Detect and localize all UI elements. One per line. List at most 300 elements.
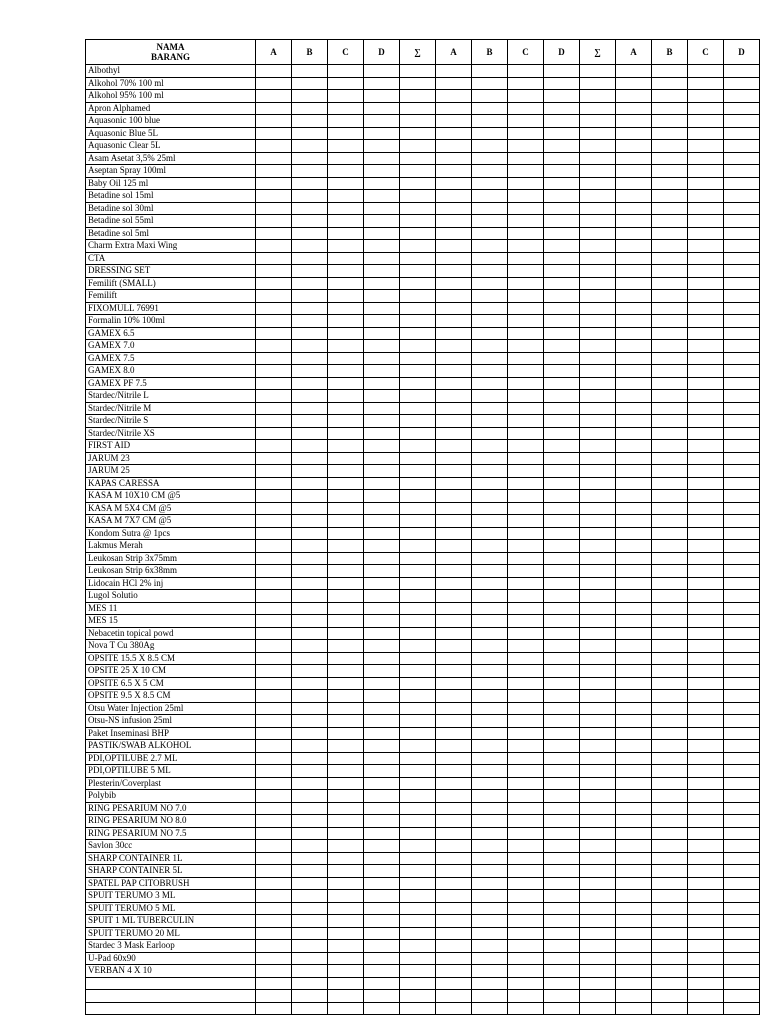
quantity-cell	[652, 715, 688, 728]
quantity-cell	[328, 552, 364, 565]
quantity-cell	[652, 527, 688, 540]
quantity-cell	[436, 152, 472, 165]
quantity-cell	[472, 565, 508, 578]
quantity-cell	[580, 465, 616, 478]
quantity-cell	[544, 827, 580, 840]
quantity-cell	[256, 877, 292, 890]
item-name-cell: Femilift (SMALL)	[86, 277, 256, 290]
quantity-cell	[436, 640, 472, 653]
quantity-cell	[652, 552, 688, 565]
quantity-cell	[292, 677, 328, 690]
quantity-cell	[580, 752, 616, 765]
quantity-cell	[256, 677, 292, 690]
quantity-cell	[472, 77, 508, 90]
quantity-cell	[436, 940, 472, 953]
quantity-cell	[544, 252, 580, 265]
quantity-cell	[292, 240, 328, 253]
quantity-cell	[472, 90, 508, 103]
quantity-cell	[688, 552, 724, 565]
quantity-cell	[724, 702, 760, 715]
quantity-cell	[724, 152, 760, 165]
quantity-cell	[508, 365, 544, 378]
quantity-cell	[436, 140, 472, 153]
quantity-cell	[508, 877, 544, 890]
quantity-cell	[400, 615, 436, 628]
quantity-cell	[616, 440, 652, 453]
quantity-cell	[688, 152, 724, 165]
quantity-cell	[364, 527, 400, 540]
table-row	[86, 77, 760, 90]
inventory-table	[85, 39, 760, 1015]
quantity-cell	[364, 540, 400, 553]
quantity-cell	[724, 252, 760, 265]
table-row	[86, 765, 760, 778]
quantity-cell	[256, 402, 292, 415]
quantity-cell	[616, 977, 652, 990]
quantity-cell	[328, 790, 364, 803]
quantity-cell	[616, 677, 652, 690]
quantity-cell	[292, 502, 328, 515]
quantity-cell	[580, 402, 616, 415]
table-row	[86, 565, 760, 578]
quantity-cell	[508, 315, 544, 328]
table-row	[86, 977, 760, 990]
quantity-cell	[724, 865, 760, 878]
quantity-cell	[292, 790, 328, 803]
item-name-cell: RING PESARIUM NO 7.0	[86, 802, 256, 815]
quantity-cell	[472, 740, 508, 753]
quantity-cell	[616, 565, 652, 578]
quantity-cell	[328, 427, 364, 440]
item-name-cell: Betadine sol 5ml	[86, 227, 256, 240]
quantity-cell	[724, 415, 760, 428]
quantity-cell	[544, 665, 580, 678]
quantity-cell	[544, 902, 580, 915]
quantity-cell	[256, 390, 292, 403]
quantity-cell	[688, 690, 724, 703]
quantity-cell	[256, 315, 292, 328]
item-name-cell: GAMEX PF 7.5	[86, 377, 256, 390]
quantity-cell	[292, 715, 328, 728]
quantity-cell	[292, 490, 328, 503]
quantity-cell	[544, 990, 580, 1003]
item-name-cell: MES 11	[86, 602, 256, 615]
column-header: C	[688, 40, 724, 65]
quantity-cell	[364, 677, 400, 690]
header-name-line2: BARANG	[150, 52, 190, 62]
quantity-cell	[544, 277, 580, 290]
quantity-cell	[328, 702, 364, 715]
quantity-cell	[364, 977, 400, 990]
quantity-cell	[652, 302, 688, 315]
quantity-cell	[364, 302, 400, 315]
quantity-cell	[724, 740, 760, 753]
quantity-cell	[256, 802, 292, 815]
quantity-cell	[616, 177, 652, 190]
table-row	[86, 327, 760, 340]
quantity-cell	[544, 302, 580, 315]
quantity-cell	[328, 1002, 364, 1015]
quantity-cell	[256, 777, 292, 790]
quantity-cell	[364, 465, 400, 478]
quantity-cell	[292, 277, 328, 290]
quantity-cell	[256, 540, 292, 553]
quantity-cell	[292, 352, 328, 365]
quantity-cell	[400, 140, 436, 153]
quantity-cell	[292, 302, 328, 315]
quantity-cell	[544, 940, 580, 953]
quantity-cell	[688, 702, 724, 715]
quantity-cell	[436, 415, 472, 428]
quantity-cell	[256, 477, 292, 490]
table-row	[86, 940, 760, 953]
quantity-cell	[400, 865, 436, 878]
quantity-cell	[400, 152, 436, 165]
quantity-cell	[544, 1002, 580, 1015]
quantity-cell	[688, 865, 724, 878]
quantity-cell	[724, 502, 760, 515]
quantity-cell	[724, 490, 760, 503]
quantity-cell	[436, 790, 472, 803]
quantity-cell	[364, 152, 400, 165]
quantity-cell	[472, 427, 508, 440]
quantity-cell	[724, 977, 760, 990]
table-row	[86, 640, 760, 653]
table-row	[86, 102, 760, 115]
quantity-cell	[544, 640, 580, 653]
quantity-cell	[544, 90, 580, 103]
quantity-cell	[400, 640, 436, 653]
quantity-cell	[328, 577, 364, 590]
quantity-cell	[580, 915, 616, 928]
item-name-cell: Formalin 10% 100ml	[86, 315, 256, 328]
quantity-cell	[400, 490, 436, 503]
quantity-cell	[508, 427, 544, 440]
quantity-cell	[256, 215, 292, 228]
quantity-cell	[724, 427, 760, 440]
quantity-cell	[436, 402, 472, 415]
quantity-cell	[724, 277, 760, 290]
quantity-cell	[400, 477, 436, 490]
quantity-cell	[256, 727, 292, 740]
quantity-cell	[328, 190, 364, 203]
quantity-cell	[400, 727, 436, 740]
quantity-cell	[472, 940, 508, 953]
quantity-cell	[400, 302, 436, 315]
quantity-cell	[436, 240, 472, 253]
quantity-cell	[256, 965, 292, 978]
quantity-cell	[400, 677, 436, 690]
quantity-cell	[616, 502, 652, 515]
table-row	[86, 540, 760, 553]
quantity-cell	[292, 890, 328, 903]
quantity-cell	[364, 815, 400, 828]
quantity-cell	[688, 765, 724, 778]
quantity-cell	[328, 740, 364, 753]
quantity-cell	[616, 802, 652, 815]
quantity-cell	[292, 390, 328, 403]
quantity-cell	[328, 690, 364, 703]
quantity-cell	[508, 852, 544, 865]
quantity-cell	[688, 852, 724, 865]
quantity-cell	[256, 752, 292, 765]
quantity-cell	[724, 590, 760, 603]
quantity-cell	[508, 227, 544, 240]
quantity-cell	[400, 877, 436, 890]
quantity-cell	[472, 252, 508, 265]
item-name-cell: Paket Inseminasi BHP	[86, 727, 256, 740]
quantity-cell	[544, 502, 580, 515]
quantity-cell	[472, 540, 508, 553]
quantity-cell	[580, 165, 616, 178]
column-header: C	[328, 40, 364, 65]
quantity-cell	[364, 802, 400, 815]
quantity-cell	[328, 90, 364, 103]
quantity-cell	[652, 165, 688, 178]
quantity-cell	[544, 740, 580, 753]
quantity-cell	[328, 452, 364, 465]
quantity-cell	[400, 402, 436, 415]
quantity-cell	[616, 877, 652, 890]
quantity-cell	[472, 915, 508, 928]
quantity-cell	[688, 1002, 724, 1015]
quantity-cell	[688, 877, 724, 890]
quantity-cell	[724, 815, 760, 828]
item-name-cell: OPSITE 25 X 10 CM	[86, 665, 256, 678]
table-row	[86, 590, 760, 603]
quantity-cell	[616, 65, 652, 78]
quantity-cell	[256, 565, 292, 578]
column-header: A	[436, 40, 472, 65]
item-name-cell: Aquasonic 100 blue	[86, 115, 256, 128]
quantity-cell	[364, 690, 400, 703]
quantity-cell	[688, 677, 724, 690]
quantity-cell	[688, 815, 724, 828]
quantity-cell	[688, 452, 724, 465]
quantity-cell	[328, 990, 364, 1003]
quantity-cell	[616, 265, 652, 278]
quantity-cell	[616, 340, 652, 353]
quantity-cell	[688, 102, 724, 115]
quantity-cell	[688, 902, 724, 915]
quantity-cell	[400, 277, 436, 290]
quantity-cell	[580, 802, 616, 815]
quantity-cell	[436, 190, 472, 203]
quantity-cell	[724, 515, 760, 528]
quantity-cell	[580, 340, 616, 353]
quantity-cell	[688, 777, 724, 790]
item-name-cell: KASA M 7X7 CM @5	[86, 515, 256, 528]
quantity-cell	[328, 827, 364, 840]
quantity-cell	[688, 140, 724, 153]
quantity-cell	[436, 702, 472, 715]
quantity-cell	[472, 365, 508, 378]
quantity-cell	[328, 665, 364, 678]
quantity-cell	[580, 515, 616, 528]
quantity-cell	[616, 927, 652, 940]
quantity-cell	[328, 165, 364, 178]
quantity-cell	[580, 452, 616, 465]
quantity-cell	[364, 277, 400, 290]
quantity-cell	[724, 677, 760, 690]
quantity-cell	[436, 502, 472, 515]
quantity-cell	[328, 765, 364, 778]
quantity-cell	[436, 990, 472, 1003]
quantity-cell	[616, 152, 652, 165]
quantity-cell	[508, 1002, 544, 1015]
quantity-cell	[508, 440, 544, 453]
quantity-cell	[616, 1002, 652, 1015]
quantity-cell	[688, 627, 724, 640]
quantity-cell	[400, 852, 436, 865]
quantity-cell	[292, 90, 328, 103]
quantity-cell	[580, 740, 616, 753]
quantity-cell	[688, 527, 724, 540]
quantity-cell	[688, 952, 724, 965]
quantity-cell	[724, 402, 760, 415]
quantity-cell	[292, 177, 328, 190]
quantity-cell	[400, 202, 436, 215]
quantity-cell	[580, 727, 616, 740]
table-row	[86, 277, 760, 290]
quantity-cell	[400, 290, 436, 303]
quantity-cell	[652, 115, 688, 128]
item-name-cell: Femilift	[86, 290, 256, 303]
quantity-cell	[472, 315, 508, 328]
item-name-cell: Stardec/Nitrile S	[86, 415, 256, 428]
quantity-cell	[652, 102, 688, 115]
quantity-cell	[292, 315, 328, 328]
quantity-cell	[652, 490, 688, 503]
quantity-cell	[652, 890, 688, 903]
quantity-cell	[328, 815, 364, 828]
quantity-cell	[688, 415, 724, 428]
quantity-cell	[508, 590, 544, 603]
quantity-cell	[436, 877, 472, 890]
quantity-cell	[364, 615, 400, 628]
quantity-cell	[472, 215, 508, 228]
quantity-cell	[400, 377, 436, 390]
quantity-cell	[436, 315, 472, 328]
quantity-cell	[472, 390, 508, 403]
quantity-cell	[580, 827, 616, 840]
item-name-cell: KAPAS CARESSA	[86, 477, 256, 490]
quantity-cell	[400, 427, 436, 440]
item-name-cell: Betadine sol 15ml	[86, 190, 256, 203]
quantity-cell	[436, 652, 472, 665]
quantity-cell	[616, 852, 652, 865]
table-row	[86, 515, 760, 528]
quantity-cell	[400, 390, 436, 403]
quantity-cell	[616, 865, 652, 878]
quantity-cell	[292, 540, 328, 553]
quantity-cell	[364, 990, 400, 1003]
quantity-cell	[508, 990, 544, 1003]
quantity-cell	[292, 465, 328, 478]
quantity-cell	[256, 465, 292, 478]
quantity-cell	[652, 965, 688, 978]
quantity-cell	[616, 715, 652, 728]
quantity-cell	[400, 652, 436, 665]
quantity-cell	[364, 202, 400, 215]
quantity-cell	[400, 977, 436, 990]
quantity-cell	[580, 240, 616, 253]
item-name-cell: DRESSING SET	[86, 265, 256, 278]
quantity-cell	[436, 265, 472, 278]
quantity-cell	[616, 702, 652, 715]
quantity-cell	[328, 627, 364, 640]
quantity-cell	[688, 752, 724, 765]
quantity-cell	[400, 227, 436, 240]
quantity-cell	[292, 452, 328, 465]
quantity-cell	[616, 902, 652, 915]
table-row	[86, 402, 760, 415]
table-row	[86, 440, 760, 453]
quantity-cell	[688, 477, 724, 490]
quantity-cell	[364, 790, 400, 803]
quantity-cell	[436, 302, 472, 315]
quantity-cell	[472, 140, 508, 153]
quantity-cell	[364, 865, 400, 878]
quantity-cell	[256, 440, 292, 453]
table-row	[86, 115, 760, 128]
quantity-cell	[256, 890, 292, 903]
quantity-cell	[508, 602, 544, 615]
quantity-cell	[652, 340, 688, 353]
quantity-cell	[436, 377, 472, 390]
quantity-cell	[364, 940, 400, 953]
quantity-cell	[292, 102, 328, 115]
quantity-cell	[508, 915, 544, 928]
quantity-cell	[292, 290, 328, 303]
quantity-cell	[472, 677, 508, 690]
quantity-cell	[688, 790, 724, 803]
quantity-cell	[328, 915, 364, 928]
quantity-cell	[508, 90, 544, 103]
table-row	[86, 752, 760, 765]
quantity-cell	[400, 840, 436, 853]
quantity-cell	[400, 990, 436, 1003]
quantity-cell	[616, 690, 652, 703]
quantity-cell	[472, 290, 508, 303]
quantity-cell	[724, 440, 760, 453]
quantity-cell	[436, 390, 472, 403]
quantity-cell	[436, 690, 472, 703]
quantity-cell	[580, 365, 616, 378]
quantity-cell	[436, 77, 472, 90]
quantity-cell	[652, 127, 688, 140]
quantity-cell	[616, 615, 652, 628]
quantity-cell	[580, 565, 616, 578]
quantity-cell	[544, 265, 580, 278]
quantity-cell	[544, 590, 580, 603]
quantity-cell	[688, 502, 724, 515]
quantity-cell	[436, 102, 472, 115]
quantity-cell	[436, 227, 472, 240]
quantity-cell	[652, 840, 688, 853]
quantity-cell	[652, 252, 688, 265]
quantity-cell	[292, 127, 328, 140]
quantity-cell	[400, 902, 436, 915]
quantity-cell	[364, 577, 400, 590]
quantity-cell	[544, 127, 580, 140]
table-row	[86, 252, 760, 265]
quantity-cell	[328, 852, 364, 865]
quantity-cell	[616, 77, 652, 90]
quantity-cell	[724, 777, 760, 790]
quantity-cell	[400, 540, 436, 553]
quantity-cell	[328, 365, 364, 378]
